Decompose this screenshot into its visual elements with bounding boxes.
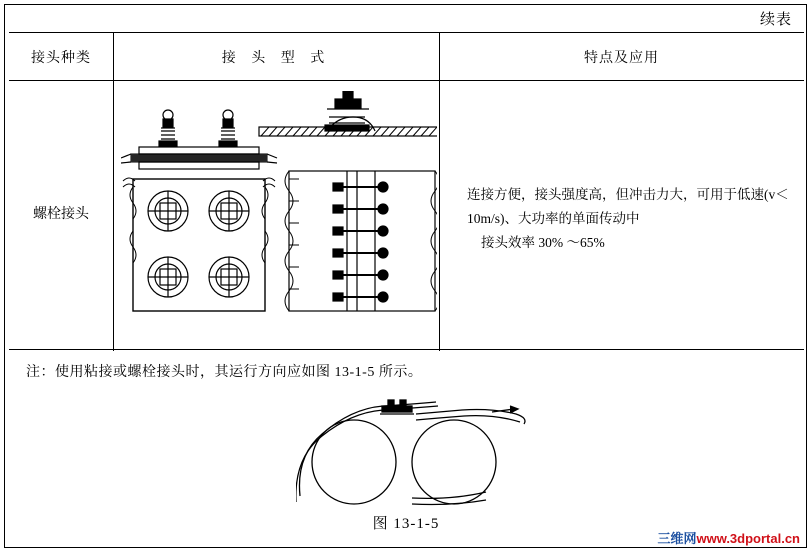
table-column-divider-2: [439, 33, 440, 351]
joint-type-table: [9, 32, 804, 350]
watermark-site-name: 三维网: [657, 531, 697, 546]
table-column-divider-1: [113, 33, 114, 351]
column-header-joint-form: 接 头 型 式: [221, 51, 331, 66]
table-cell-description: [449, 183, 799, 255]
description-line-3: 接头效率 30% ～65%: [481, 235, 605, 250]
watermark-site-url: www.3dportal.cn: [696, 531, 800, 546]
description-line-1: 连接方便，接头强度高，但冲击力大，可用于低速(v＜: [467, 187, 789, 202]
table-note: 注：使用粘接或螺栓接头时，其运行方向应如图 13-1-5 所示。: [26, 365, 423, 380]
bolted-joint-drawing-left: [121, 91, 437, 341]
column-header-joint-kind: 接头种类: [31, 51, 91, 66]
figure-caption: 图 13-1-5: [372, 516, 440, 532]
table-row-label-bolted-joint: 螺栓接头: [33, 207, 89, 222]
site-watermark: [657, 528, 800, 547]
column-header-features-applications: 特点及应用: [584, 51, 659, 66]
description-line-2: 10m/s)、大功率的单面传动中: [467, 211, 640, 226]
figure-13-1-5-drawing: [296, 392, 526, 510]
continued-table-label: 续表: [759, 12, 792, 28]
